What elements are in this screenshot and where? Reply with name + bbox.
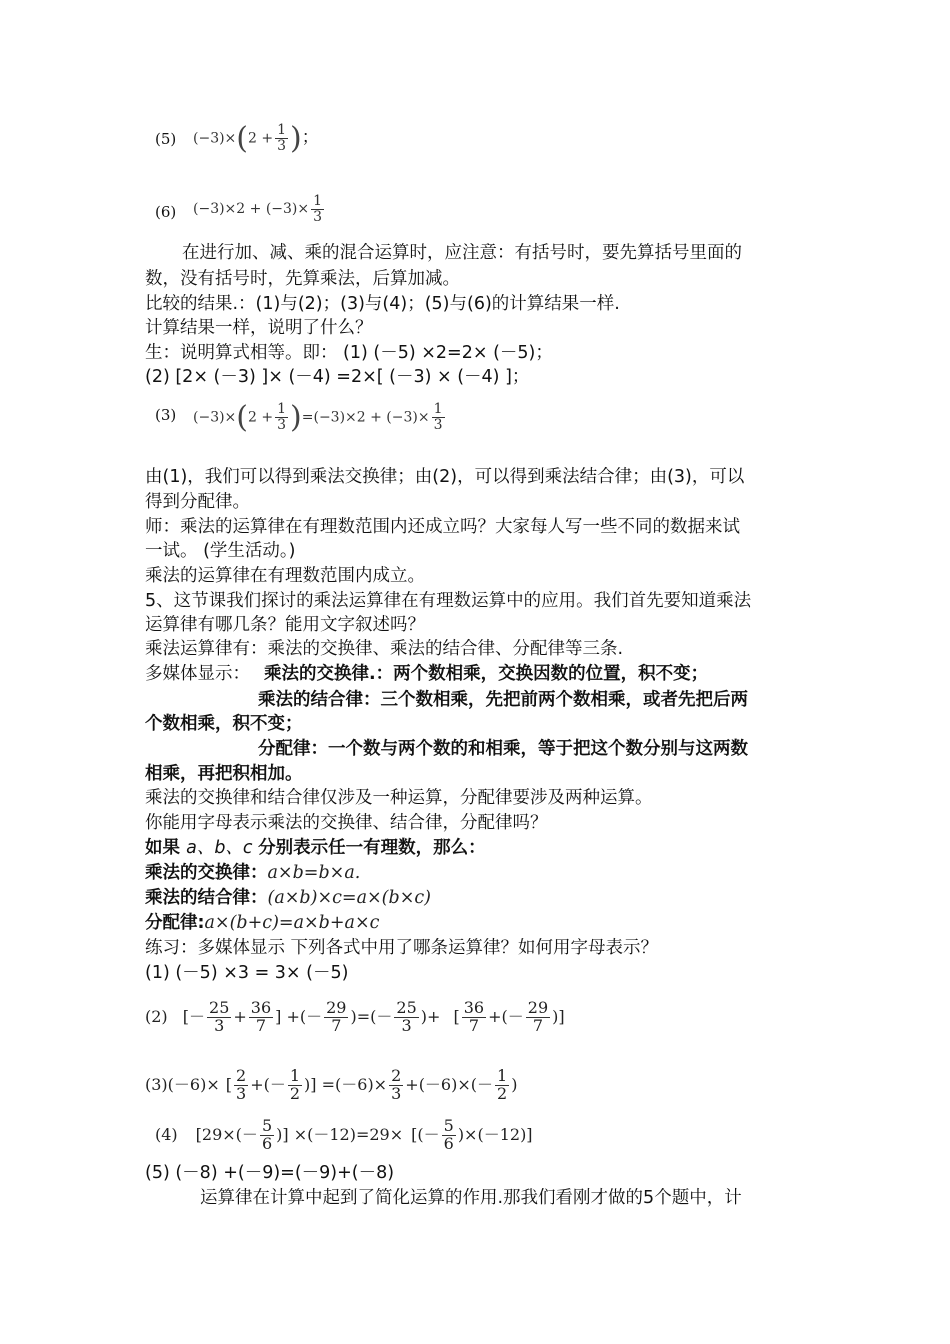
practice-4: (4) [29×(－ $\frac{5}{6}$ )] ×(－12)=29× [(－ $\frac{5}{6}$ )×(－12)] [155,1116,533,1153]
law-distributive-2: 相乘，再把积相加。 [145,764,303,784]
note-line-2: 数，没有括号时，先算乘法，后算加减。 [145,269,460,289]
if-statement: 如果 a、b、c 分别表示任一有理数，那么： [145,838,486,858]
question-line: 计算结果一样，说明了什么？ [145,318,373,338]
letters-question: 你能用字母表示乘法的交换律、结合律，分配律吗？ [145,813,548,833]
law-associative-1: 乘法的结合律：三个数相乘，先把前两个数相乘，或者先把后两 [258,690,748,710]
practice-1: (1) (－5) ×3 = 3× (－5) [145,963,349,983]
practice-3: (3)(－6)× [ $\frac{2}{3}$ +(－ $\frac{1}{2}$ )] =(－6)× $\frac{2}{3}$ +(－6)×(－ $\frac{1}{2}$ ) [145,1066,518,1103]
item-6-label: (6) [155,203,177,221]
equation-3-label: (3) [155,406,177,424]
derive-line-2: 得到分配律。 [145,492,250,512]
operation-note: 乘法的交换律和结合律仅涉及一种运算，分配律要涉及两种运算。 [145,788,653,808]
equation-3-formula: (−3)×(2 + $\frac{1}{3}$ )=(−3)×2 + (−3)× $\frac{1}{3}$ [193,400,443,435]
closing-line: 运算律在计算中起到了简化运算的作用.那我们看刚才做的5个题中，计 [200,1188,742,1208]
law-associative-2: 个数相乘，积不变； [145,714,303,734]
holds-line: 乘法的运算律在有理数范围内成立。 [145,566,425,586]
laws-list: 乘法运算律有：乘法的交换律、乘法的结合律、分配律等三条. [145,639,624,659]
formula-associative: 乘法的结合律：(a×b)×c=a×(b×c) [145,888,431,908]
practice-2: (2) [－ $\frac{25}{3}$ + $\frac{36}{7}$ ] +(－ $\frac{29}{7}$ )=(－ $\frac{25}{3}$ )+ [ $\frac{36}{7}$ +(－ $\frac{29}{7}$ )] [145,998,565,1035]
law-distributive-1: 分配律：一个数与两个数的和相乘，等于把这个数分别与这两数 [258,739,748,759]
compare-line: 比较的结果.：(1)与(2)；(3)与(4)；(5)与(6)的计算结果一样. [145,294,620,314]
teacher-line-2: 一试。 (学生活动。) [145,541,296,561]
item-5-line-2: 运算律有哪几条？能用文字叙述吗？ [145,615,425,635]
media-display: 多媒体显示： 乘法的交换律.：两个数相乘，交换因数的位置，积不变； [145,664,709,684]
item-5-line-1: 5、这节课我们探讨的乘法运算律在有理数运算中的应用。我们首先要知道乘法 [145,591,752,611]
item-6-formula: (−3)×2 + (−3)× $\frac{1}{3}$ [193,193,323,225]
practice-5: (5) (－8) +(－9)=(－9)+(－8) [145,1163,395,1183]
note-line-1: 在进行加、减、乘的混合运算时，应注意：有括号时，要先算括号里面的 [182,243,742,263]
formula-commutative: 乘法的交换律：a×b=b×a. [145,863,361,883]
teacher-line-1: 师：乘法的运算律在有理数范围内还成立吗？大家每人写一些不同的数据来试 [145,517,740,537]
formula-distributive: 分配律:a×(b+c)=a×b+a×c [145,913,380,933]
practice-prompt: 练习：多媒体显示 下列各式中用了哪条运算律？如何用字母表示？ [145,938,659,958]
equation-2: (2) [2× (－3) ]× (－4) =2×[ (－3) × (－4) ]； [145,367,530,387]
derive-line-1: 由(1)，我们可以得到乘法交换律；由(2)，可以得到乘法结合律；由(3)，可以 [145,467,745,487]
item-5-label: (5) [155,130,177,148]
student-answer: 生：说明算式相等。即： (1) (－5) ×2=2× (－5)； [145,343,553,363]
item-5-formula: (−3)×(2 + $\frac{1}{3}$ )； [193,121,319,156]
